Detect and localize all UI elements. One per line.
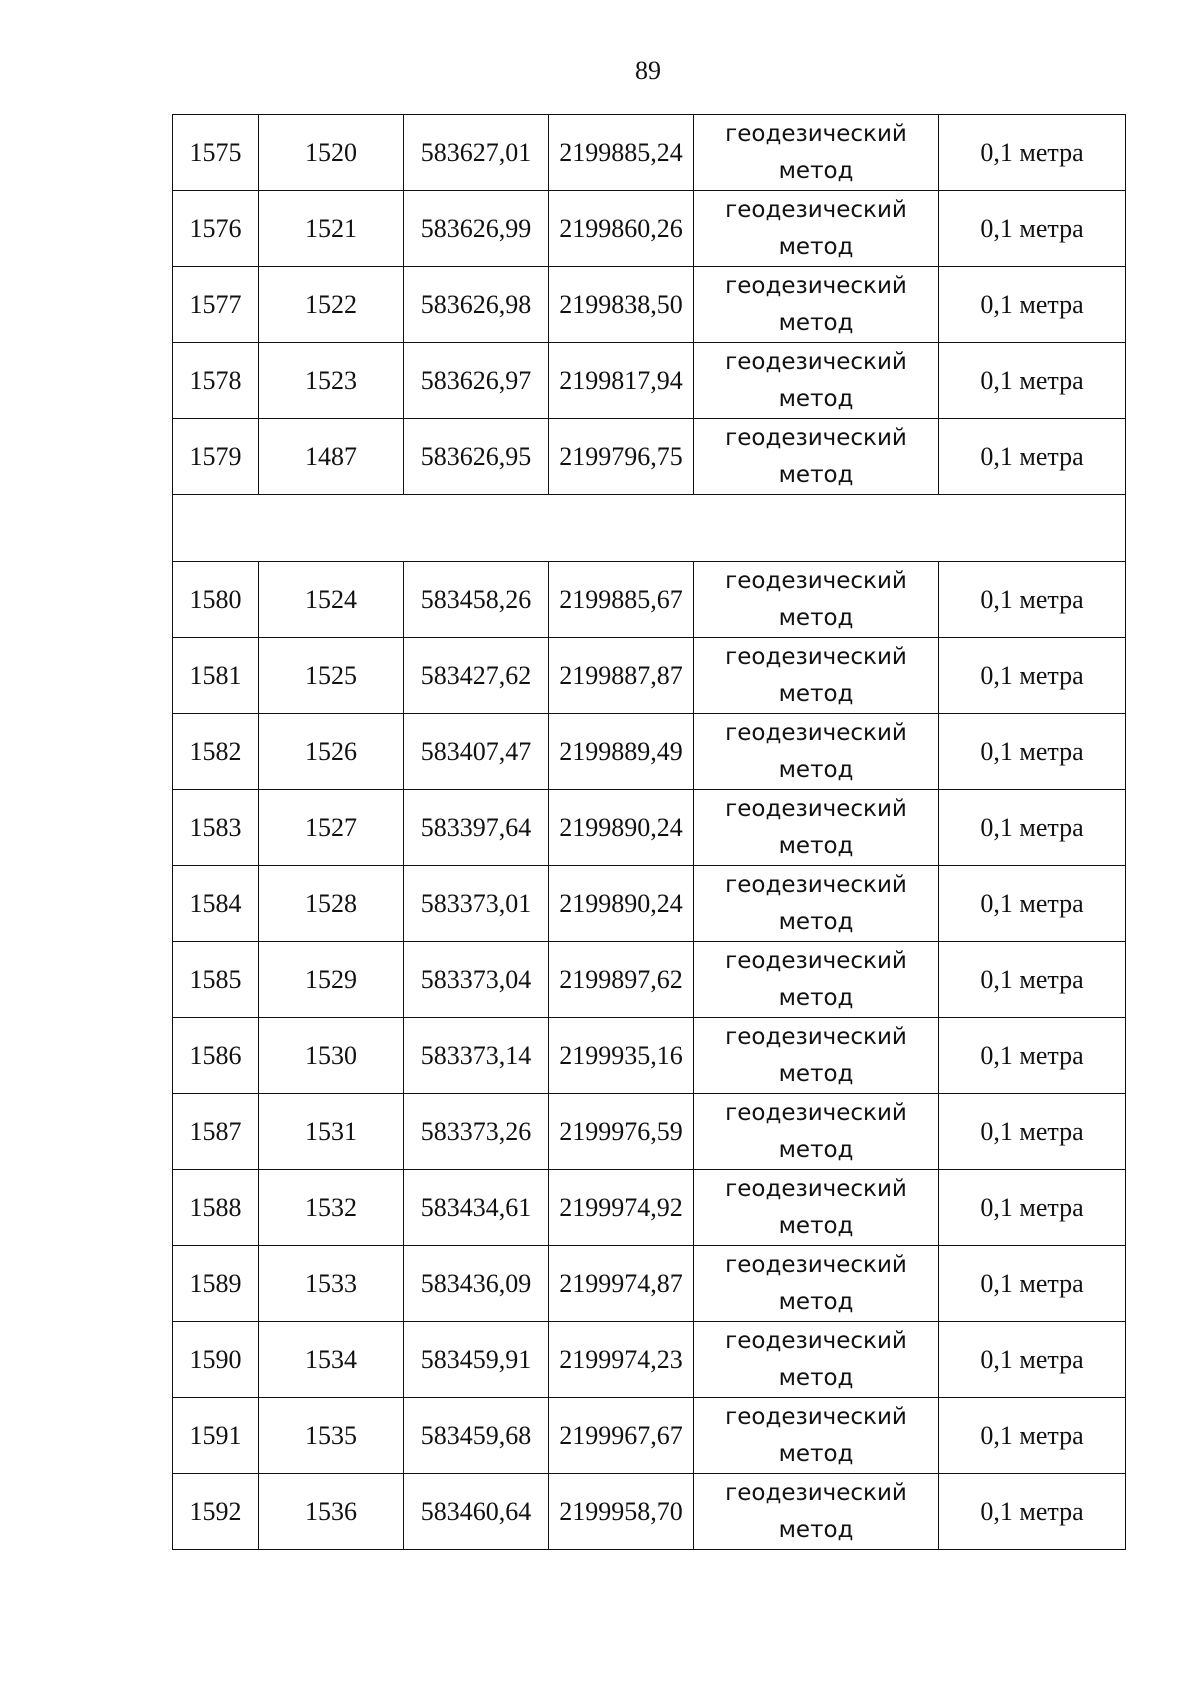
method-cell: геодезический метод <box>694 714 939 790</box>
x-coordinate-cell: 583373,01 <box>404 866 549 942</box>
method-cell: геодезический метод <box>694 1246 939 1322</box>
accuracy-cell: 0,1 метра <box>939 1322 1126 1398</box>
method-cell: геодезический метод <box>694 638 939 714</box>
row-number-cell: 1579 <box>173 419 259 495</box>
table-row <box>173 267 1126 343</box>
accuracy-cell: 0,1 метра <box>939 115 1126 191</box>
point-number-cell: 1527 <box>259 790 404 866</box>
method-cell: геодезический метод <box>694 1322 939 1398</box>
point-number-cell: 1534 <box>259 1322 404 1398</box>
row-number-cell: 1578 <box>173 343 259 419</box>
x-coordinate-cell: 583397,64 <box>404 790 549 866</box>
page-number: 89 <box>635 56 661 85</box>
x-coordinate-cell: 583407,47 <box>404 714 549 790</box>
y-coordinate-cell: 2199976,59 <box>549 1094 694 1170</box>
row-number-cell: 1592 <box>173 1474 259 1550</box>
x-coordinate-cell: 583434,61 <box>404 1170 549 1246</box>
point-number-cell: 1522 <box>259 267 404 343</box>
y-coordinate-cell: 2199897,62 <box>549 942 694 1018</box>
row-number-cell: 1591 <box>173 1398 259 1474</box>
method-cell: геодезический метод <box>694 790 939 866</box>
row-number-cell: 1580 <box>173 562 259 638</box>
point-number-cell: 1524 <box>259 562 404 638</box>
row-number-cell: 1583 <box>173 790 259 866</box>
point-number-cell: 1532 <box>259 1170 404 1246</box>
x-coordinate-cell: 583626,95 <box>404 419 549 495</box>
method-cell: геодезический метод <box>694 1094 939 1170</box>
table-row <box>173 942 1126 1018</box>
row-number-cell: 1588 <box>173 1170 259 1246</box>
accuracy-cell: 0,1 метра <box>939 343 1126 419</box>
point-number-cell: 1526 <box>259 714 404 790</box>
row-number-cell: 1587 <box>173 1094 259 1170</box>
accuracy-cell: 0,1 метра <box>939 714 1126 790</box>
table-row <box>173 419 1126 495</box>
method-cell: геодезический метод <box>694 562 939 638</box>
x-coordinate-cell: 583626,99 <box>404 191 549 267</box>
accuracy-cell: 0,1 метра <box>939 191 1126 267</box>
table-group-1 <box>173 115 1126 495</box>
row-number-cell: 1576 <box>173 191 259 267</box>
x-coordinate-cell: 583436,09 <box>404 1246 549 1322</box>
table-row <box>173 790 1126 866</box>
accuracy-cell: 0,1 метра <box>939 1246 1126 1322</box>
point-number-cell: 1523 <box>259 343 404 419</box>
table-row <box>173 343 1126 419</box>
point-number-cell: 1529 <box>259 942 404 1018</box>
y-coordinate-cell: 2199796,75 <box>549 419 694 495</box>
coordinates-table <box>172 114 1126 1550</box>
accuracy-cell: 0,1 метра <box>939 1094 1126 1170</box>
y-coordinate-cell: 2199838,50 <box>549 267 694 343</box>
accuracy-cell: 0,1 метра <box>939 267 1126 343</box>
table-row <box>173 638 1126 714</box>
row-number-cell: 1586 <box>173 1018 259 1094</box>
accuracy-cell: 0,1 метра <box>939 1398 1126 1474</box>
y-coordinate-cell: 2199967,67 <box>549 1398 694 1474</box>
row-number-cell: 1581 <box>173 638 259 714</box>
accuracy-cell: 0,1 метра <box>939 790 1126 866</box>
table-group-2 <box>173 562 1126 1550</box>
y-coordinate-cell: 2199885,24 <box>549 115 694 191</box>
table-row <box>173 1474 1126 1550</box>
row-number-cell: 1577 <box>173 267 259 343</box>
y-coordinate-cell: 2199889,49 <box>549 714 694 790</box>
y-coordinate-cell: 2199885,67 <box>549 562 694 638</box>
y-coordinate-cell: 2199890,24 <box>549 790 694 866</box>
y-coordinate-cell: 2199974,23 <box>549 1322 694 1398</box>
accuracy-cell: 0,1 метра <box>939 1018 1126 1094</box>
table-row <box>173 714 1126 790</box>
point-number-cell: 1530 <box>259 1018 404 1094</box>
x-coordinate-cell: 583427,62 <box>404 638 549 714</box>
row-number-cell: 1575 <box>173 115 259 191</box>
point-number-cell: 1535 <box>259 1398 404 1474</box>
table-row <box>173 115 1126 191</box>
accuracy-cell: 0,1 метра <box>939 638 1126 714</box>
y-coordinate-cell: 2199974,87 <box>549 1246 694 1322</box>
method-cell: геодезический метод <box>694 942 939 1018</box>
y-coordinate-cell: 2199860,26 <box>549 191 694 267</box>
point-number-cell: 1487 <box>259 419 404 495</box>
table-separator <box>173 495 1126 562</box>
table-row <box>173 866 1126 942</box>
row-number-cell: 1584 <box>173 866 259 942</box>
accuracy-cell: 0,1 метра <box>939 942 1126 1018</box>
row-number-cell: 1589 <box>173 1246 259 1322</box>
point-number-cell: 1520 <box>259 115 404 191</box>
y-coordinate-cell: 2199887,87 <box>549 638 694 714</box>
method-cell: геодезический метод <box>694 267 939 343</box>
accuracy-cell: 0,1 метра <box>939 1474 1126 1550</box>
table-row <box>173 1322 1126 1398</box>
x-coordinate-cell: 583458,26 <box>404 562 549 638</box>
accuracy-cell: 0,1 метра <box>939 562 1126 638</box>
x-coordinate-cell: 583459,68 <box>404 1398 549 1474</box>
accuracy-cell: 0,1 метра <box>939 866 1126 942</box>
table-row <box>173 1018 1126 1094</box>
table-row <box>173 562 1126 638</box>
x-coordinate-cell: 583373,04 <box>404 942 549 1018</box>
method-cell: геодезический метод <box>694 1170 939 1246</box>
x-coordinate-cell: 583627,01 <box>404 115 549 191</box>
row-number-cell: 1585 <box>173 942 259 1018</box>
x-coordinate-cell: 583459,91 <box>404 1322 549 1398</box>
method-cell: геодезический метод <box>694 1398 939 1474</box>
table-row <box>173 1170 1126 1246</box>
x-coordinate-cell: 583626,97 <box>404 343 549 419</box>
point-number-cell: 1525 <box>259 638 404 714</box>
y-coordinate-cell: 2199817,94 <box>549 343 694 419</box>
y-coordinate-cell: 2199974,92 <box>549 1170 694 1246</box>
method-cell: геодезический метод <box>694 191 939 267</box>
point-number-cell: 1528 <box>259 866 404 942</box>
y-coordinate-cell: 2199890,24 <box>549 866 694 942</box>
table-row <box>173 1246 1126 1322</box>
method-cell: геодезический метод <box>694 343 939 419</box>
table-row <box>173 1398 1126 1474</box>
x-coordinate-cell: 583373,26 <box>404 1094 549 1170</box>
point-number-cell: 1521 <box>259 191 404 267</box>
table-row <box>173 1094 1126 1170</box>
x-coordinate-cell: 583373,14 <box>404 1018 549 1094</box>
method-cell: геодезический метод <box>694 419 939 495</box>
accuracy-cell: 0,1 метра <box>939 1170 1126 1246</box>
table-row <box>173 191 1126 267</box>
method-cell: геодезический метод <box>694 866 939 942</box>
method-cell: геодезический метод <box>694 1018 939 1094</box>
x-coordinate-cell: 583460,64 <box>404 1474 549 1550</box>
row-number-cell: 1590 <box>173 1322 259 1398</box>
point-number-cell: 1531 <box>259 1094 404 1170</box>
method-cell: геодезический метод <box>694 1474 939 1550</box>
blank-cell <box>173 495 1126 562</box>
accuracy-cell: 0,1 метра <box>939 419 1126 495</box>
point-number-cell: 1533 <box>259 1246 404 1322</box>
method-cell: геодезический метод <box>694 115 939 191</box>
row-number-cell: 1582 <box>173 714 259 790</box>
point-number-cell: 1536 <box>259 1474 404 1550</box>
y-coordinate-cell: 2199958,70 <box>549 1474 694 1550</box>
x-coordinate-cell: 583626,98 <box>404 267 549 343</box>
blank-separator-row <box>173 495 1126 562</box>
y-coordinate-cell: 2199935,16 <box>549 1018 694 1094</box>
